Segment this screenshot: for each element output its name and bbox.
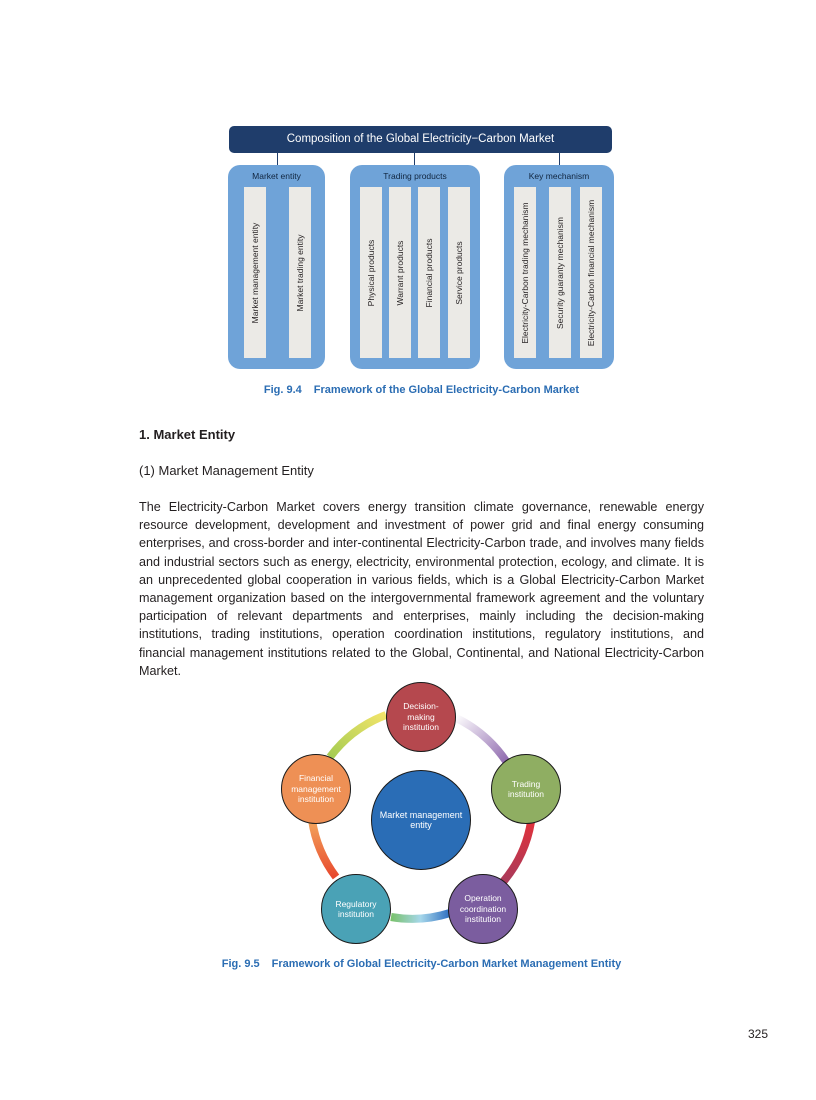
node-label: Decision-making institution	[403, 701, 439, 733]
ring-segment	[391, 913, 450, 919]
body-paragraph	[139, 498, 704, 680]
node-label: Operation coordination institution	[459, 893, 507, 925]
paragraph-emphasis: decision-making institutions, trading institutions, operation coordination institutions, regulatory institutions, and financial management institutions	[139, 609, 704, 660]
column-label: Market management entity	[250, 222, 260, 323]
column-trading-mechanism	[514, 187, 536, 358]
figure-9-4	[0, 0, 816, 410]
section-heading: 1. Market Entity	[139, 427, 236, 442]
column-label: Financial products	[424, 238, 434, 307]
group-title: Trading products	[383, 171, 447, 181]
figure-caption	[0, 958, 816, 970]
node-financial-management	[281, 754, 351, 824]
column-label: Warrant products	[395, 240, 405, 305]
column-market-trading-entity	[289, 187, 311, 358]
caption-number: Fig. 9.4	[263, 384, 302, 396]
connector-line	[414, 153, 415, 165]
node-label: Trading institution	[508, 778, 544, 799]
column-label: Market trading entity	[295, 233, 305, 312]
column-label: Security guaranty mechanism	[555, 216, 565, 329]
column-label: Electricity-Carbon trading mechanism	[520, 201, 530, 344]
paragraph-text-end: related to the Global, Continental, and National Electricity-Carbon Market.	[139, 645, 704, 678]
node-decision-making	[386, 682, 456, 752]
node-label: Regulatory institution	[335, 898, 377, 919]
column-physical-products	[360, 187, 382, 358]
composition-title-bar: Composition of the Global Electricity−Carbon Market	[229, 126, 612, 153]
node-regulatory	[321, 874, 391, 944]
column-financial-mechanism	[580, 187, 602, 358]
group-key-mechanism	[504, 165, 614, 369]
column-security-guaranty-mechanism	[549, 187, 571, 358]
page-number: 325	[748, 1027, 769, 1041]
column-label: Service products	[454, 240, 464, 305]
figure-caption	[0, 384, 816, 396]
node-operation-coordination	[448, 874, 518, 944]
column-financial-products	[418, 187, 440, 358]
column-market-management-entity	[244, 187, 266, 358]
paragraph-text: The Electricity-Carbon Market covers energy transition climate governance, renewable energy resource development, development and investment of power grid and final energy consuming enterprises, and cross-border and inter-continental Electricity-Carbon trade, and involves many fields and industrial sectors such as energy, electricity, environmental protection, ecology, and climate. It is an unprecedented global cooperation in various fields, which is a Global Electricity-Carbon Market management organization based on the intergovernmental framework agreement and the voluntary participation of relevant departments and enterprises, mainly including the	[139, 500, 704, 624]
node-trading	[491, 754, 561, 824]
caption-number: Fig. 9.5	[221, 958, 260, 970]
caption-text: Framework of the Global Electricity-Carbon Market	[313, 384, 580, 396]
group-trading-products	[350, 165, 480, 369]
column-label: Physical products	[366, 239, 376, 306]
group-title: Market entity	[252, 171, 301, 181]
column-label: Electricity-Carbon financial mechanism	[586, 199, 596, 346]
center-circle-market-management-entity	[371, 770, 471, 870]
column-warrant-products	[389, 187, 411, 358]
group-market-entity	[228, 165, 325, 369]
column-service-products	[448, 187, 470, 358]
figure-9-5	[0, 670, 816, 980]
center-label: Market management entity	[379, 809, 463, 830]
ring-segment	[330, 715, 386, 757]
connector-line	[559, 153, 560, 165]
caption-text: Framework of Global Electricity-Carbon Market Management Entity	[271, 958, 622, 970]
ring-segment	[503, 822, 531, 882]
connector-line	[277, 153, 278, 165]
ring-segment	[312, 820, 336, 877]
group-title: Key mechanism	[528, 171, 590, 181]
section-subheading: (1) Market Management Entity	[139, 463, 314, 478]
node-label: Financial management institution	[291, 773, 341, 805]
